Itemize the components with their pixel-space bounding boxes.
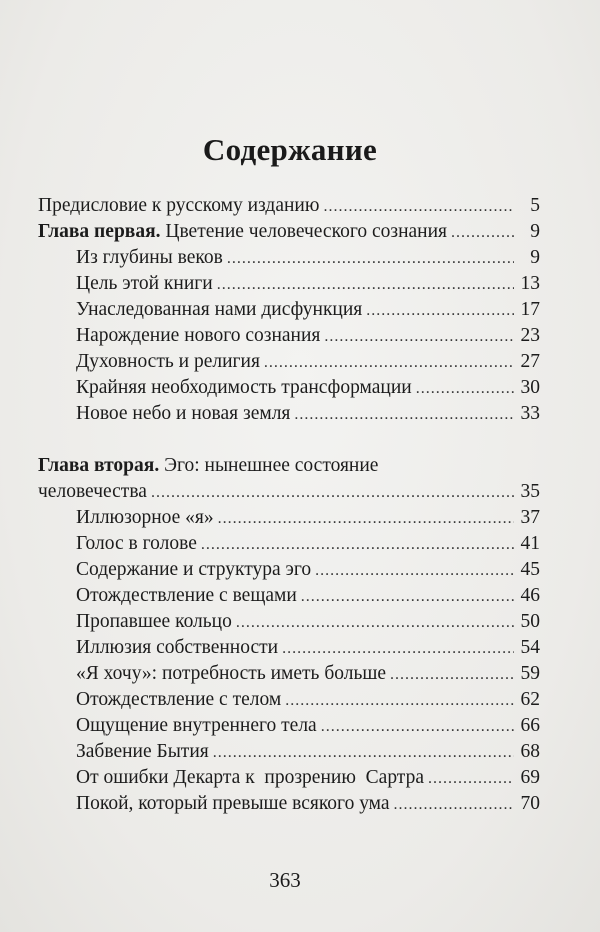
toc-entry — [38, 505, 540, 531]
toc-entry — [38, 765, 540, 791]
toc-entry-title: Содержание и структура эго — [76, 559, 312, 580]
toc-entry — [38, 557, 540, 583]
toc-chapter-two-heading-line2 — [38, 479, 540, 505]
toc-entry-label — [76, 349, 260, 375]
toc-entry-label — [38, 219, 447, 245]
page-number: 50 — [520, 611, 540, 632]
toc-entry — [38, 271, 540, 297]
toc-entry-title: Ощущение внутреннего тела — [76, 715, 317, 736]
toc-entry-title: Отождествление с вещами — [76, 585, 297, 606]
toc-entry — [38, 635, 540, 661]
dot-leader — [321, 713, 514, 740]
chapter-two-title-part2: человечества — [38, 481, 147, 502]
dot-leader — [451, 219, 514, 246]
chapter-two-title-part1: Эго: нынешнее состояние — [159, 455, 379, 476]
toc-entry — [38, 739, 540, 765]
dot-leader — [294, 401, 514, 428]
dot-leader — [428, 765, 514, 792]
toc-entry — [38, 609, 540, 635]
toc-entry-label — [76, 323, 320, 349]
toc-entry-title: Унаследованная нами дисфункция — [76, 299, 363, 320]
chapter-two-bold-label: Глава вторая. — [38, 455, 160, 476]
toc-entry-title: «Я хочу»: потребность иметь больше — [76, 663, 387, 684]
toc-entry-label — [76, 245, 223, 271]
page-number: 30 — [520, 377, 540, 398]
toc-entry — [38, 687, 540, 713]
toc-entry-title: Иллюзорное «я» — [76, 507, 214, 528]
page-number: 5 — [530, 195, 540, 216]
dot-leader — [236, 609, 514, 636]
toc-entry-title: Нарождение нового сознания — [76, 325, 321, 346]
toc-entry-title: Цель этой книги — [76, 273, 213, 294]
toc-entry — [38, 323, 540, 349]
page-number: 35 — [520, 481, 540, 502]
page-title: Содержание — [202, 132, 378, 167]
toc-entry-label — [76, 271, 213, 297]
toc-entry — [38, 583, 540, 609]
toc-entry — [38, 401, 540, 427]
toc-entry-label — [76, 375, 412, 401]
dot-leader — [264, 349, 514, 376]
page-number: 70 — [520, 793, 540, 814]
toc-entry — [38, 375, 540, 401]
dot-leader — [227, 245, 514, 272]
toc-entry-title: Пропавшее кольцо — [76, 611, 232, 632]
toc-entry-label — [76, 401, 290, 427]
toc-entry-title: Голос в голове — [76, 533, 197, 554]
toc-entry-label — [38, 193, 319, 219]
table-of-contents — [38, 193, 540, 817]
toc-entry — [38, 661, 540, 687]
chapter-gap — [38, 427, 540, 453]
toc-entry — [38, 193, 540, 219]
dot-leader — [324, 323, 514, 350]
page-number: 45 — [520, 559, 540, 580]
toc-entry-label — [76, 297, 362, 323]
dot-leader — [315, 557, 514, 584]
dot-leader — [390, 661, 514, 688]
dot-leader — [301, 583, 514, 610]
toc-entry — [38, 791, 540, 817]
toc-entry — [38, 531, 540, 557]
toc-chapter-two-heading-line1 — [38, 453, 540, 479]
dot-leader — [201, 531, 514, 558]
toc-entry — [38, 349, 540, 375]
dot-leader — [151, 479, 514, 506]
dot-leader — [217, 271, 514, 298]
page-number: 62 — [520, 689, 540, 710]
page-number: 59 — [520, 663, 540, 684]
page-number: 27 — [520, 351, 540, 372]
toc-entry-title: Крайняя необходимость трансформации — [76, 377, 412, 398]
dot-leader — [282, 635, 514, 662]
page-number: 69 — [520, 767, 540, 788]
page-number: 54 — [520, 637, 540, 658]
toc-entry-title: Покой, который превыше всякого ума — [76, 793, 390, 814]
toc-entry-title: Забвение Бытия — [76, 741, 209, 762]
toc-entry-title: Из глубины веков — [76, 247, 223, 268]
page-folio: 363 — [269, 868, 301, 892]
toc-entry-title: Предисловие к русскому изданию — [38, 195, 320, 216]
chapter-bold-label: Глава первая. — [38, 221, 161, 242]
toc-entry-title: Новое небо и новая земля — [76, 403, 291, 424]
page-number: 41 — [520, 533, 540, 554]
toc-entry-title: Цветение человеческого сознания — [160, 221, 448, 242]
toc-entry — [38, 297, 540, 323]
toc-entry-title: Иллюзия собственности — [76, 637, 279, 658]
dot-leader — [218, 505, 514, 532]
page-number: 23 — [520, 325, 540, 346]
dot-leader — [416, 375, 514, 402]
page-number: 46 — [520, 585, 540, 606]
page-number: 9 — [530, 247, 540, 268]
dot-leader — [323, 193, 514, 220]
toc-entry — [38, 245, 540, 271]
toc-entry — [38, 219, 540, 245]
dot-leader — [213, 739, 514, 766]
page-number: 68 — [520, 741, 540, 762]
toc-chapter-two-block — [38, 505, 540, 817]
toc-entry — [38, 713, 540, 739]
dot-leader — [285, 687, 514, 714]
page-number: 13 — [520, 273, 540, 294]
page-number: 33 — [520, 403, 540, 424]
toc-chapter-one-block — [38, 193, 540, 427]
page-number: 66 — [520, 715, 540, 736]
toc-entry-title: От ошибки Декарта к прозрению Сартра — [76, 767, 424, 788]
dot-leader — [366, 297, 514, 324]
dot-leader — [394, 791, 514, 818]
toc-entry-title: Отождествление с телом — [76, 689, 282, 710]
page-number: 9 — [530, 221, 540, 242]
page-number: 17 — [520, 299, 540, 320]
page-number: 37 — [520, 507, 540, 528]
toc-entry-title: Духовность и религия — [76, 351, 260, 372]
